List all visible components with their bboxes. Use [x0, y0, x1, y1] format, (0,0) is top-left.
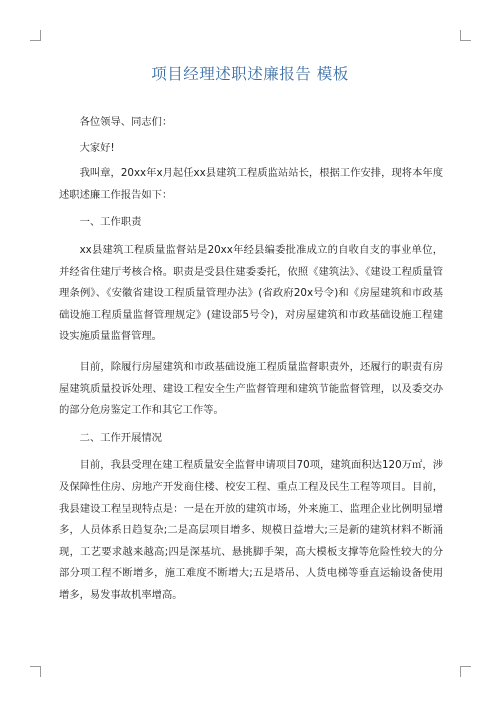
section2-heading: 二、工作开展情况 [79, 431, 162, 444]
page-corner-mark-bottom-left [30, 666, 41, 677]
section1-paragraph-1: xx县建筑工程质量监督站是20xx年经县编委批准成立的自收自支的事业单位，并经省住建厅考核合格。职责是受县住建委委托，依照《建筑法》、《建设工程质量管理条例》、《安徽省建设工程质量管理办法》(省政府20x号令)和《房屋建筑和市政基础设施工程质量监督管理规定》(建设部5号令)，对房屋建筑和市政基础设施工程建设实施质量监督管理。 [59, 243, 443, 343]
document-body [59, 112, 443, 606]
intro-paragraph: 我叫章，20xx年x月起任xx县建筑工程质监站站长，根据工作安排，现将本年度述职述廉工作报告如下： [59, 167, 443, 201]
section2-paragraph-1: 目前，我县受理在建工程质量安全监督申请项目70项，建筑面积达120万㎡，涉及保障性住房、房地产开发商住楼、校安工程、重点工程及民生工程等项目。目前，我县建设工程呈现特点是：一是在开放的建筑市场，外来施工、监理企业比例明显增多，人员体系日趋复杂;二是高层项目增多、规模日益增大;三是新的建筑材料不断涌现，工艺要求越来越高;四是深基坑、悬挑脚手架，高大模板支撑等危险性较大的分部分项工程不断增多，施工难度不断增大;五是塔吊、人货电梯等垂直运输设备使用增多，易发事故机率增高。 [59, 459, 443, 601]
page-corner-mark-top-left [30, 30, 41, 41]
page-corner-mark-bottom-right [460, 666, 471, 677]
document-title: 项目经理述职述廉报告 模板 [151, 65, 349, 83]
greeting: 大家好! [79, 141, 115, 154]
section1-heading: 一、工作职责 [79, 216, 142, 229]
page-corner-mark-top-right [460, 30, 471, 41]
section1-paragraph-2: 目前，除履行房屋建筑和市政基础设施工程质量监督职责外，还履行的职责有房屋建筑质量投诉处理、建设工程安全生产监督管理和建筑节能监督管理，以及委交办的部分危房鉴定工作和其它工作等。 [59, 360, 443, 417]
salutation: 各位领导、同志们： [79, 116, 173, 128]
